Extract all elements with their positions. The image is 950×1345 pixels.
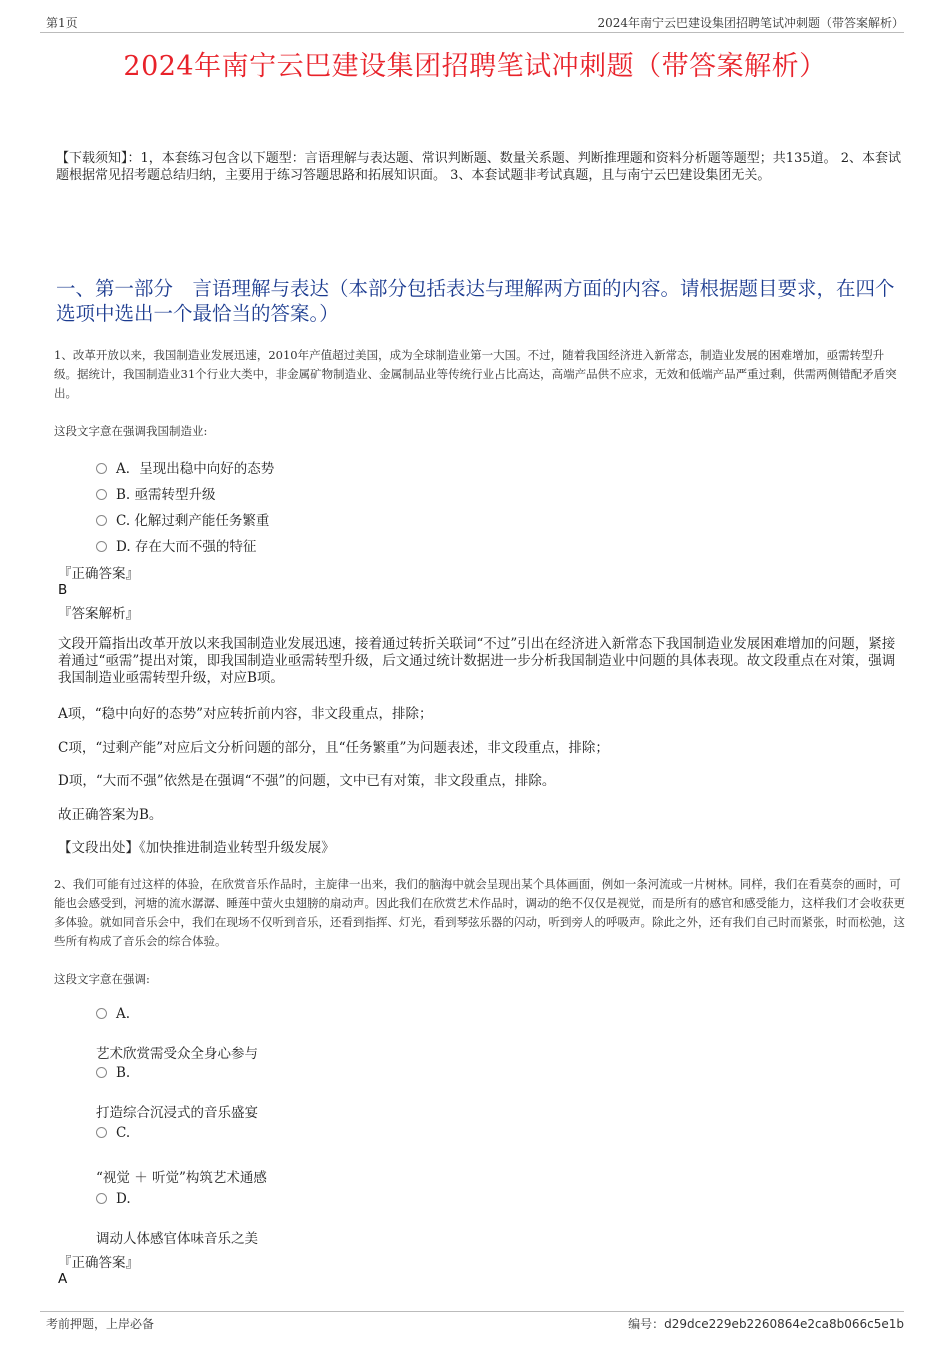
question-1-stem: 这段文字意在强调我国制造业:: [54, 424, 208, 438]
q1-analysis-d: D项，“大而不强”依然是在强调“不强”的问题，文中已有对策，非文段重点，排除。: [58, 773, 556, 789]
footer-slogan: 考前押题，上岸必备: [46, 1317, 155, 1331]
q1-analysis-c: C项，“过剩产能”对应后文分析问题的部分，且“任务繁重”为问题表述，非文段重点，排除；: [58, 740, 609, 756]
q1-answer-label: 『正确答案』: [58, 566, 139, 582]
q2-answer-label: 『正确答案』: [58, 1255, 139, 1271]
q2-option-a[interactable]: A.: [96, 1006, 130, 1022]
radio-icon[interactable]: [96, 541, 107, 552]
q2-option-d-text: 调动人体感官体味音乐之美: [96, 1231, 258, 1247]
q1-analysis-label: 『答案解析』: [58, 606, 139, 622]
q1-option-c[interactable]: C. 化解过剩产能任务繁重: [96, 509, 269, 529]
radio-icon[interactable]: [96, 515, 107, 526]
question-2-text: 2、我们可能有过这样的体验，在欣赏音乐作品时，主旋律一出来，我们的脑海中就会呈现出某个具体画面，例如一条河流或一片树林。同样，我们在看莫奈的画时，可能也会感受到，河塘的流水潺潺、睡莲中萤火虫翅膀的扇动声。因此我们在欣赏艺术作品时，调动的绝不仅仅是视觉，而是所有的感官和感受能力，这样我们才会收获更多体验。就如同音乐会中，我们在现场不仅听到音乐，还看到指挥、灯光，看到琴弦乐器的闪动，听到旁人的呼吸声。除此之外，还有我们自己时而紧张，时而松弛，这些所有构成了音乐会的综合体验。: [54, 877, 905, 948]
radio-icon[interactable]: [96, 463, 107, 474]
q2-option-b-text: 打造综合沉浸式的音乐盛宴: [96, 1105, 258, 1121]
q2-option-c[interactable]: C.: [96, 1125, 130, 1141]
radio-icon[interactable]: [96, 1067, 107, 1078]
q2-option-a-text: 艺术欣赏需受众全身心参与: [96, 1046, 258, 1062]
download-notice: 【下载须知】：1，本套练习包含以下题型：言语理解与表达题、常识判断题、数量关系题、判断推理题和资料分析题等题型；共135道。 2、本套试题根据常见招考题总结归纳，主要用于练习答题思路和拓展知识面。 3、本套试题非考试真题，且与南宁云巴建设集团无关。: [56, 151, 901, 183]
q1-option-a[interactable]: A．呈现出稳中向好的态势: [96, 457, 274, 477]
q1-answer: B: [58, 582, 68, 598]
radio-icon[interactable]: [96, 1193, 107, 1204]
radio-icon[interactable]: [96, 1127, 107, 1138]
section-heading: 一、第一部分 言语理解与表达（本部分包括表达与理解两方面的内容。请根据题目要求，在四个选项中选出一个最恰当的答案。）: [56, 277, 895, 325]
q2-option-b[interactable]: B.: [96, 1065, 130, 1081]
q2-answer: A: [58, 1271, 68, 1287]
q1-conclusion: 故正确答案为B。: [58, 807, 163, 823]
header-doc-title: 2024年南宁云巴建设集团招聘笔试冲刺题（带答案解析）: [597, 16, 904, 30]
page-number: 第1页: [46, 16, 78, 30]
question-2-stem: 这段文字意在强调:: [54, 972, 150, 986]
header-divider: [40, 32, 904, 33]
radio-icon[interactable]: [96, 489, 107, 500]
question-1-text: 1、改革开放以来，我国制造业发展迅速，2010年产值超过美国，成为全球制造业第一大国。不过，随着我国经济进入新常态，制造业发展的困难增加，亟需转型升级。据统计，我国制造业31个行业大类中，非金属矿物制造业、金属制品业等传统行业占比高达，高端产品供不应求，无效和低端产品严重过剩，供需两侧错配矛盾突出。: [54, 348, 897, 400]
footer-code: 编号：d29dce229eb2260864e2ca8b066c5e1b: [628, 1317, 904, 1331]
q1-option-b[interactable]: B. 亟需转型升级: [96, 483, 216, 503]
q1-analysis-a: A项，“稳中向好的态势”对应转折前内容，非文段重点，排除；: [58, 706, 433, 722]
q1-analysis-main: 文段开篇指出改革开放以来我国制造业发展迅速，接着通过转折关联词“不过”引出在经济进入新常态下我国制造业发展困难增加的问题，紧接着通过“亟需”提出对策，即我国制造业亟需转型升级，后文通过统计数据进一步分析我国制造业中问题的具体表现。故文段重点在对策，强调我国制造业亟需转型升级，对应B项。: [58, 636, 896, 686]
q1-source: 【文段出处】《加快推进制造业转型升级发展》: [58, 840, 335, 856]
q2-option-c-text: “视觉 ＋ 听觉”构筑艺术通感: [96, 1170, 267, 1186]
page-title: 2024年南宁云巴建设集团招聘笔试冲刺题（带答案解析）: [123, 51, 827, 82]
radio-icon[interactable]: [96, 1008, 107, 1019]
q2-option-d[interactable]: D.: [96, 1191, 131, 1207]
footer-divider: [40, 1311, 904, 1312]
q1-option-d[interactable]: D. 存在大而不强的特征: [96, 535, 256, 555]
